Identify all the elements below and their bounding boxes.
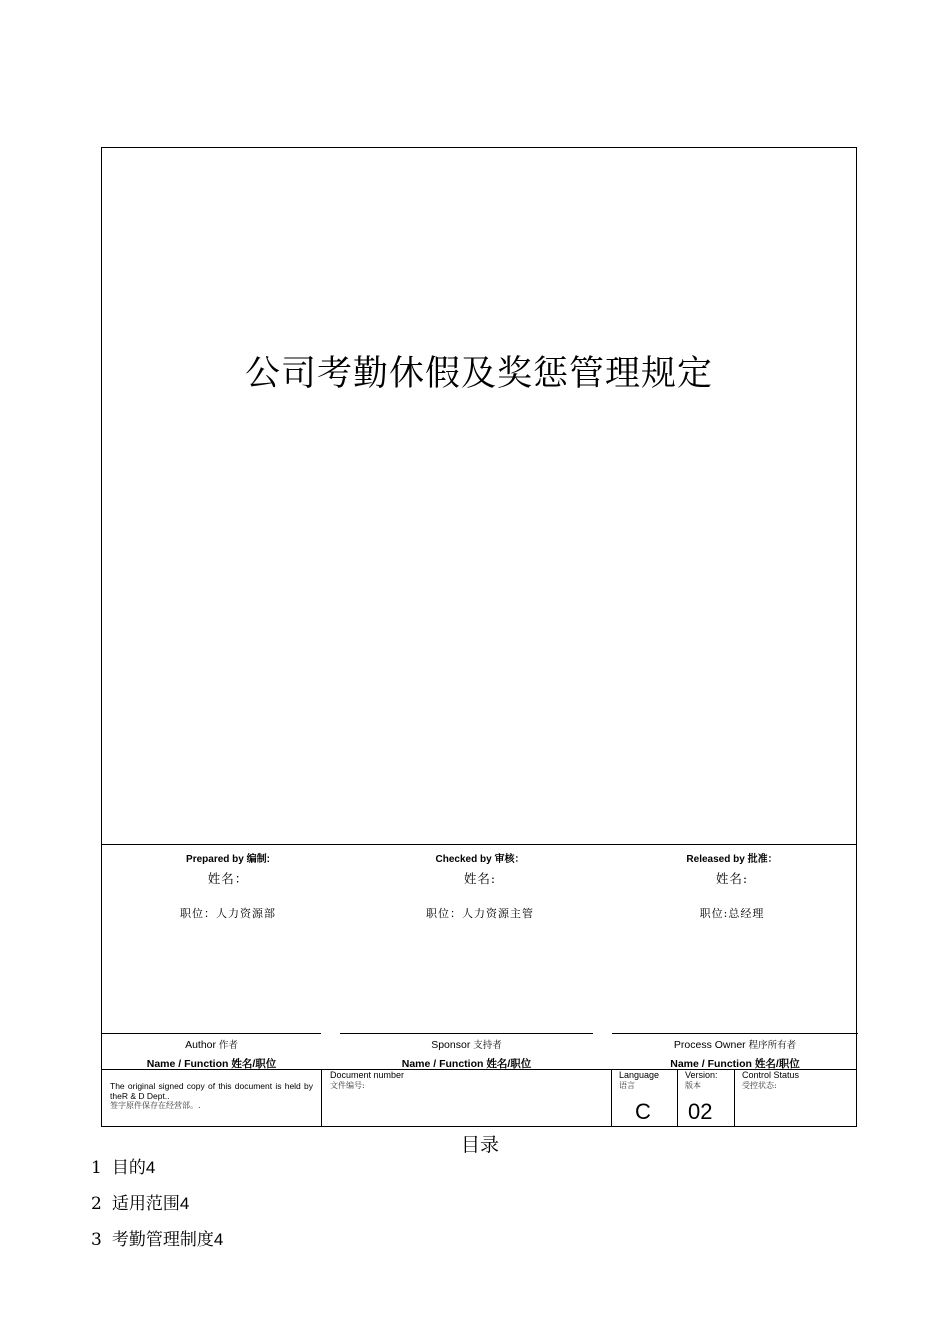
sponsor-subtitle: Name / Function 姓名/职位 — [401, 1058, 532, 1070]
process-owner-label: Process Owner — [673, 1039, 746, 1051]
owner-signature-line — [612, 1033, 858, 1034]
toc-item-page: 4 — [213, 1230, 224, 1249]
toc-item-page: 4 — [145, 1158, 156, 1177]
version-value: 02 — [688, 1099, 713, 1124]
sponsor-label: Sponsor — [431, 1039, 471, 1051]
document-number-label-cn: 文件编号: — [330, 1081, 365, 1090]
author-label: Author — [185, 1039, 216, 1051]
author-label-cn: 作者 — [218, 1040, 238, 1051]
prepared-by-block — [102, 850, 354, 921]
toc-item[interactable] — [91, 1153, 155, 1178]
author-signature-line — [102, 1033, 321, 1034]
released-by-block — [606, 850, 858, 921]
checked-by-position: 职位：人力资源主管 — [426, 907, 534, 920]
document-number-cell — [330, 1070, 404, 1091]
control-status-label-cn: 受控状态: — [742, 1081, 777, 1090]
prepared-by-label: Prepared by 编制: — [186, 854, 270, 865]
process-owner-subtitle: Name / Function 姓名/职位 — [670, 1058, 800, 1070]
author-role — [102, 1037, 321, 1071]
original-copy-cn: 签字原件保存在经营部。. — [110, 1101, 201, 1110]
language-value: C — [635, 1099, 651, 1124]
document-frame — [101, 147, 857, 1127]
language-label-cn: 语言 — [619, 1081, 635, 1090]
toc-item-number: 3 — [91, 1230, 102, 1250]
signature-divider — [102, 844, 856, 845]
checked-by-label: Checked by 审核： — [435, 854, 525, 865]
checked-by-name: 姓名: — [463, 871, 497, 886]
toc-item[interactable] — [91, 1189, 189, 1214]
toc-item[interactable] — [91, 1225, 223, 1250]
prepared-by-name: 姓名： — [207, 871, 249, 886]
footer-divider-1 — [321, 1069, 322, 1126]
released-by-label: Released by 批准： — [686, 854, 778, 865]
language-label: Language — [619, 1070, 660, 1080]
original-copy-note — [110, 1081, 313, 1111]
process-owner-label-cn: 程序所有者 — [748, 1040, 797, 1051]
released-by-position: 职位:总经理 — [699, 907, 765, 920]
toc-item-label: 考勤管理制度 — [111, 1230, 214, 1250]
document-number-label: Document number — [330, 1070, 405, 1080]
process-owner-role — [612, 1037, 858, 1071]
footer-divider-2 — [611, 1069, 612, 1126]
toc-item-number: 1 — [91, 1158, 102, 1178]
language-cell — [619, 1070, 659, 1091]
toc-item-label: 目的 — [111, 1158, 146, 1178]
version-cell — [685, 1070, 718, 1091]
control-status-cell — [742, 1070, 799, 1091]
control-status-label: Control Status — [742, 1070, 800, 1080]
sponsor-signature-line — [340, 1033, 593, 1034]
footer-divider-4 — [734, 1069, 735, 1126]
sponsor-role — [340, 1037, 593, 1071]
version-label-cn: 版本 — [685, 1081, 701, 1090]
toc-item-number: 2 — [91, 1194, 102, 1214]
prepared-by-position: 职位：人力资源部 — [180, 907, 276, 920]
released-by-name: 姓名: — [715, 871, 749, 886]
toc-item-label: 适用范围 — [111, 1194, 180, 1214]
original-copy-en: The original signed copy of this document is held by theR & D Dept.. — [110, 1081, 313, 1101]
sponsor-label-cn: 支持者 — [473, 1040, 502, 1051]
footer-divider-3 — [677, 1069, 678, 1126]
document-title: 公司考勤休假及奖惩管理规定 — [244, 354, 713, 394]
version-label: Version: — [685, 1070, 718, 1080]
checked-by-block — [354, 850, 606, 921]
toc-title: 目录 — [460, 1134, 499, 1156]
toc-item-page: 4 — [179, 1194, 190, 1213]
author-subtitle: Name / Function 姓名/职位 — [146, 1058, 277, 1070]
